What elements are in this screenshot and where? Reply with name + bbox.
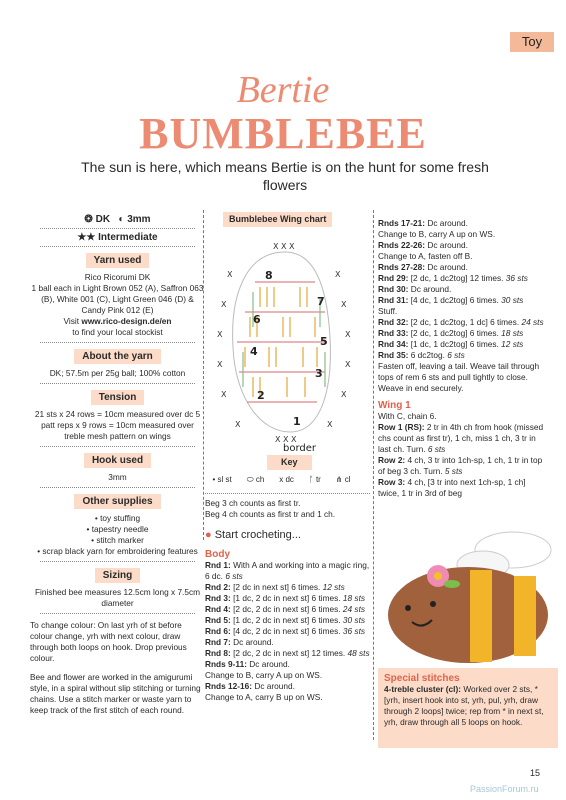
supply-item: • scrap black yarn for embroidering features — [37, 546, 198, 556]
instruction-row — [205, 637, 370, 648]
body-heading: Body — [205, 549, 230, 560]
round-text: Change to A, fasten off B. — [378, 251, 473, 261]
yarn-ball-icon: ● — [205, 529, 212, 541]
sizing-section — [30, 565, 205, 609]
cluster-label: 4-treble cluster (cl): — [384, 684, 461, 694]
tension-section — [30, 387, 205, 442]
svg-text:X: X — [327, 420, 333, 429]
stitch-count: 18 sts — [501, 328, 524, 338]
round-label: Row 1 (RS): — [378, 422, 425, 432]
instruction-row — [378, 229, 548, 240]
round-label: Rnds 9-11: — [205, 659, 247, 669]
beg-note: Beg 4 ch counts as first tr and 1 ch. — [205, 509, 336, 519]
stitch-count: 12 sts — [322, 582, 345, 592]
round-label: Rnd 30: — [378, 284, 409, 294]
materials-column — [30, 212, 205, 716]
round-label: Rnd 32: — [378, 317, 409, 327]
svg-text:X: X — [345, 330, 351, 339]
round-text: [4 dc, 1 dc2tog] 6 times. — [410, 295, 499, 305]
row-number: 2 — [257, 389, 265, 402]
round-label: Rnd 29: — [378, 273, 409, 283]
round-text: Change to B, carry A up on WS. — [205, 670, 323, 680]
round-text: [2 dc, 1 dc2tog] 12 times. — [410, 273, 504, 283]
stitch-count: 36 sts — [505, 273, 528, 283]
hook-icon: ◐ — [118, 214, 125, 225]
instruction-row — [378, 339, 548, 350]
instruction-row — [378, 422, 548, 455]
about-yarn-section — [30, 346, 205, 379]
key-title: Key — [267, 455, 312, 470]
supplies-section — [30, 491, 205, 557]
body-instructions — [205, 560, 370, 703]
svg-text:X: X — [217, 360, 223, 369]
round-text: Change to B, carry A up on WS. — [378, 229, 496, 239]
instruction-row — [205, 670, 370, 681]
stitch-count: 18 sts — [342, 593, 366, 603]
round-label: Rnd 2: — [205, 582, 231, 592]
sizing-heading: Sizing — [95, 568, 140, 583]
stockist-note: to find your local stockist — [72, 327, 163, 337]
instruction-row — [205, 615, 370, 626]
stitch-count: 30 sts — [501, 295, 524, 305]
round-label: Row 2: — [378, 455, 406, 465]
round-text: [2 dc, 1 dc2tog, 1 dc] 6 times. — [410, 317, 520, 327]
svg-text:X: X — [221, 390, 227, 399]
spec-row — [30, 214, 205, 225]
svg-text:X: X — [341, 390, 347, 399]
supplies-heading: Other supplies — [74, 494, 160, 509]
wing-chart-diagram — [205, 227, 370, 452]
border-label: border — [283, 443, 317, 452]
instruction-row — [378, 262, 548, 273]
round-text: Dc around. — [410, 284, 452, 294]
svg-text:X: X — [341, 300, 347, 309]
round-text: [1 dc, 1 dc2tog] 6 times. — [410, 339, 499, 349]
round-label: Row 3: — [378, 477, 406, 487]
round-text: [2 dc, 2 dc in next st] 12 times. — [233, 648, 346, 658]
round-label: Rnd 35: — [378, 350, 409, 360]
star-icon: ★★ — [77, 232, 96, 243]
section-tag: Toy — [510, 32, 554, 52]
round-text: [1 dc, 2 dc in next st] 6 times. — [233, 593, 341, 603]
hook-text: 3mm — [108, 472, 127, 482]
treble-icon: ᚪ — [308, 475, 314, 484]
round-text: [1 dc, 2 dc in next st] 6 times. — [233, 615, 341, 625]
round-label: Rnd 8: — [205, 648, 231, 658]
round-label: Rnd 7: — [205, 637, 231, 647]
round-text: [2 dc in next st] 6 times. — [233, 582, 321, 592]
instruction-row — [378, 328, 548, 339]
watermark: PassionForum.ru — [470, 784, 539, 794]
row-number: 8 — [265, 269, 273, 282]
round-label: Rnd 4: — [205, 604, 231, 614]
instruction-row — [205, 604, 370, 615]
round-label: Rnds 22-26: — [378, 240, 426, 250]
instruction-row — [205, 582, 370, 593]
row-number: 5 — [320, 335, 328, 348]
tension-text: 21 sts x 24 rows = 10cm measured over dc 5 patt reps x 9 rows = 10cm measured over treble mesh pattern on wings — [34, 409, 201, 441]
svg-text:X: X — [217, 330, 223, 339]
stitch-count: 48 sts — [347, 648, 370, 658]
cluster-icon: ⋔ — [335, 475, 343, 484]
wing-instructions — [378, 422, 548, 499]
round-text: [4 dc, 2 dc in next st] 6 times. — [233, 626, 341, 636]
hook-size: 3mm — [127, 214, 151, 225]
instruction-row — [205, 659, 370, 670]
visit-prefix: Visit — [63, 316, 82, 326]
stitch-count: 5 sts — [444, 466, 463, 476]
round-text: Dc around. — [233, 637, 274, 647]
round-label: Rnd 33: — [378, 328, 409, 338]
note-paragraph: To change colour: On last yrh of st before colour change, yrh with next colour, draw through both loops on hook. Drop previous colour. — [30, 620, 187, 663]
round-text: Change to A, carry B up on WS. — [205, 692, 323, 702]
stitch-count: 6 sts — [225, 571, 243, 581]
instruction-row — [378, 251, 548, 262]
start-heading: ● Start crocheting... — [205, 529, 301, 541]
chain-icon: ⬭ — [246, 475, 254, 484]
round-label: Rnd 1: — [205, 560, 231, 570]
chart-column — [205, 212, 370, 703]
hook-section — [30, 450, 205, 483]
instruction-row — [378, 273, 548, 284]
round-text: [2 dc, 2 dc in next st] 6 times. — [233, 604, 341, 614]
instruction-row — [378, 350, 548, 361]
title-line-1: Bertie — [236, 69, 330, 111]
title-line-2: BUMBLEBEE — [139, 109, 427, 158]
beg-note: Beg 3 ch counts as first tr. — [205, 498, 301, 508]
round-label: Rnds 12-16: — [205, 681, 253, 691]
supply-item: • toy stuffing — [94, 513, 141, 523]
round-text: Dc around. — [249, 659, 290, 669]
bumblebee-photo — [378, 520, 558, 670]
svg-text:X: X — [345, 360, 351, 369]
supply-item: • stitch marker — [91, 535, 144, 545]
skill-level: Intermediate — [98, 232, 158, 243]
row-number: 6 — [253, 313, 261, 326]
stitch-count: 12 sts — [501, 339, 524, 349]
yarn-weight: DK — [95, 214, 111, 225]
supply-item: • tapestry needle — [86, 524, 149, 534]
instruction-row — [205, 593, 370, 604]
round-label: Rnd 5: — [205, 615, 231, 625]
instruction-row — [378, 317, 548, 328]
page-number: 15 — [530, 768, 541, 778]
round-text: Stuff. — [378, 306, 398, 316]
svg-text:X X X: X X X — [273, 242, 295, 251]
level-row — [30, 232, 205, 243]
instruction-row — [205, 681, 370, 692]
wing-heading: Wing 1 — [378, 400, 411, 411]
round-label: Rnd 31: — [378, 295, 409, 305]
special-stitches-heading: Special stitches — [384, 673, 460, 684]
key-label: tr — [315, 475, 321, 484]
round-label: Rnd 34: — [378, 339, 409, 349]
stitch-count: 36 sts — [342, 626, 366, 636]
round-text: 4 ch, 3 tr into 1ch-sp, 1 ch, 1 tr in top of beg 3 ch. Turn. — [378, 455, 543, 476]
instructions-column — [378, 218, 548, 499]
wing-chart-title: Bumblebee Wing chart — [223, 212, 332, 227]
round-text: With A and working into a magic ring, 6 dc. — [205, 560, 370, 581]
body-instructions-continued — [378, 218, 548, 361]
fasten-off-text: Fasten off, leaving a tail. Weave tail through tops of rem 6 sts and pull tightly to close. Weave in end securely. — [378, 361, 540, 393]
round-text: Dc around. — [254, 681, 295, 691]
round-label: Rnd 3: — [205, 593, 231, 603]
svg-text:X: X — [335, 270, 341, 279]
key-label: ch — [255, 475, 265, 484]
round-text: Dc around. — [427, 218, 468, 228]
stitch-count: 6 sts — [447, 350, 465, 360]
row-number: 1 — [293, 415, 301, 428]
about-yarn-text: DK; 57.5m per 25g ball; 100% cotton — [49, 368, 186, 378]
svg-text:X: X — [227, 270, 233, 279]
svg-text:X: X — [235, 420, 241, 429]
instruction-row — [205, 648, 370, 659]
stitch-count: 24 sts — [521, 317, 544, 327]
row-number: 7 — [317, 295, 325, 308]
row-number: 3 — [315, 367, 323, 380]
row-number: 4 — [250, 345, 258, 358]
instruction-row — [378, 240, 548, 251]
column-divider — [373, 210, 374, 740]
stitch-count: 24 sts — [342, 604, 366, 614]
yarn-ball-icon: ❂ — [84, 214, 93, 225]
instruction-row — [378, 455, 548, 477]
key-label: dc — [285, 475, 294, 484]
round-text: Dc around. — [427, 240, 468, 250]
slip-stitch-icon: • — [212, 475, 216, 484]
round-label: Rnd 6: — [205, 626, 231, 636]
instruction-row — [205, 692, 370, 703]
key-label: sl st — [217, 475, 232, 484]
chart-key — [205, 474, 370, 485]
stitch-count: 30 sts — [342, 615, 366, 625]
round-text: 4 ch, [3 tr into next 1ch-sp, 1 ch] twice, 1 tr in 3rd of beg — [378, 477, 526, 498]
instruction-row — [205, 626, 370, 637]
instruction-row — [378, 477, 548, 499]
wing-intro: With C, chain 6. — [378, 411, 437, 421]
yarn-website-link[interactable]: www.rico-design.de/en — [81, 316, 172, 326]
instruction-row — [378, 218, 548, 229]
special-stitches-box — [378, 668, 558, 748]
instruction-row — [378, 284, 548, 295]
about-yarn-heading: About the yarn — [74, 349, 161, 364]
hook-heading: Hook used — [84, 453, 151, 468]
stitch-count: 6 sts — [427, 444, 446, 454]
double-crochet-icon: x — [279, 475, 284, 484]
instruction-row — [378, 306, 548, 317]
instruction-row — [205, 560, 370, 582]
yarn-colours: 1 ball each in Light Brown 052 (A), Saffron 063 (B), White 001 (C), Light Green 046 (D) & Candy Pink 012 (E) — [31, 283, 204, 315]
round-text: 6 dc2tog. — [410, 350, 445, 360]
yarn-used-heading: Yarn used — [86, 253, 150, 268]
round-label: Rnds 27-28: — [378, 262, 426, 272]
yarn-brand: Rico Ricorumi DK — [84, 272, 151, 282]
svg-text:X: X — [221, 300, 227, 309]
note-paragraph: Bee and flower are worked in the amigurumi style, in a spiral without slip stitching or turning chains. Use a stitch marker or waste yarn to keep track of the first stitch of each round. — [30, 672, 201, 715]
round-label: Rnds 17-21: — [378, 218, 426, 228]
sizing-text: Finished bee measures 12.5cm long x 7.5cm diameter — [34, 587, 201, 608]
round-text: Dc around. — [427, 262, 468, 272]
yarn-used-section — [30, 250, 205, 338]
round-text: [2 dc, 1 dc2tog] 6 times. — [410, 328, 499, 338]
round-text: 2 tr in 4th ch from hook (missed chs count as first tr), 1 ch, miss 1 ch, 3 tr in last ch. Turn. — [378, 422, 544, 454]
tension-heading: Tension — [91, 390, 145, 405]
intro-text: The sun is here, which means Bertie is on the hunt for some fresh flowers — [81, 159, 489, 193]
key-label: cl — [344, 475, 351, 484]
instruction-row — [378, 295, 548, 306]
svg-text:X X X: X X X — [275, 435, 297, 444]
cluster-text: Worked over 2 sts, *[yrh, insert hook into st, yrh, pul, yrh, draw through 2 loops] twice; rep from * in next st, yrh, draw through all 5 loops on hook. — [384, 684, 544, 727]
